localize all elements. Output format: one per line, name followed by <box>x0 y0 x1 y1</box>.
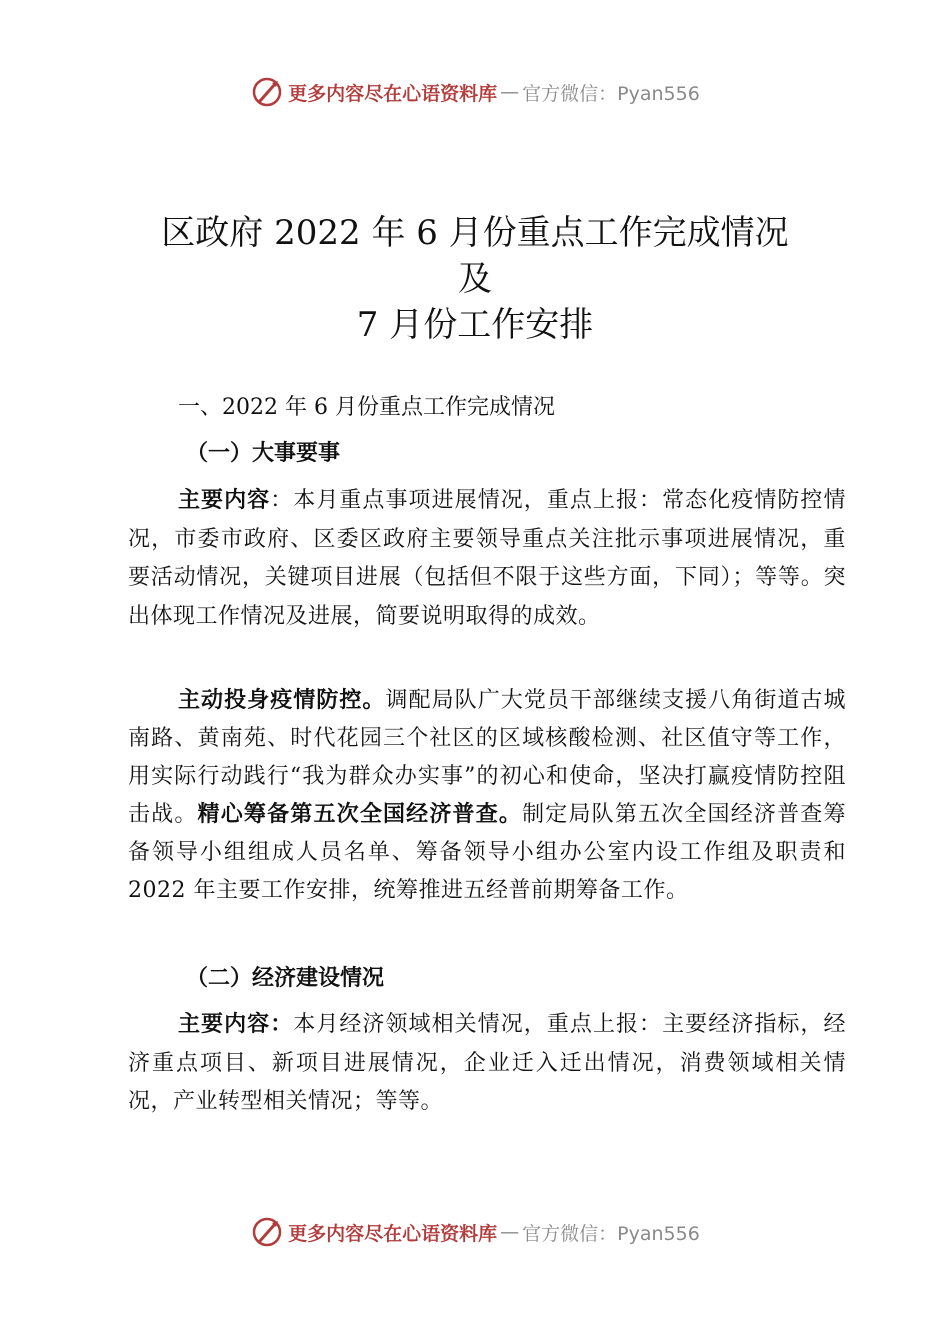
paragraph-main-content-1 <box>128 482 846 636</box>
watermark-wechat-text: 官方微信：Pyan556 <box>522 1222 700 1245</box>
section-heading: 一、2022 年 6 月份重点工作完成情况 <box>178 395 555 420</box>
title-line-2: 及 <box>458 259 492 299</box>
header-watermark <box>0 72 950 112</box>
main-content-text: ：本月重点事项进展情况，重点上报：常态化疫情防控情况，市委市政府、区委区政府主要领导重点关注批示事项进展情况，重要活动情况，关键项目进展（包括但不限于这些方面，下同）；等等。突出体现工作情况及进展，简要说明取得的成效。 <box>128 488 846 629</box>
main-content-text-2: 本月经济领域相关情况，重点上报：主要经济指标，经济重点项目、新项目进展情况，企业迁入迁出情况，消费领域相关情况，产业转型相关情况；等等。 <box>128 1012 846 1114</box>
watermark-site-text: 更多内容尽在心语资料库 <box>288 82 498 105</box>
watermark-dash: — <box>500 1221 520 1243</box>
lead-economic-census: 精心筹备第五次全国经济普查。 <box>197 802 523 827</box>
document-title <box>60 210 890 348</box>
pen-logo-icon <box>250 75 284 109</box>
subsection-heading-major-events: （一）大事要事 <box>186 441 341 466</box>
main-content-label: 主要内容 <box>178 488 271 513</box>
lead-epidemic-control: 主动投身疫情防控。 <box>178 688 386 713</box>
paragraph-main-content-2 <box>128 1006 846 1122</box>
text-epidemic-control: 调配局队广大党员干部继续支援八角街道古城南路、黄南苑、时代花园三个社区的区域核酸检测、社区值守等工作，用实际行动践行“我为群众办实事”的初心和使命，坚决打赢疫情防控阻击战。 <box>128 688 846 827</box>
text-economic-census: 制定局队第五次全国经济普查筹备领导小组组成人员名单、筹备领导小组办公室内设工作组及职责和 2022 年主要工作安排，统筹推进五经普前期筹备工作。 <box>128 802 846 903</box>
paragraph-epidemic-and-census <box>128 682 846 910</box>
watermark-wechat-text: 官方微信：Pyan556 <box>522 82 700 105</box>
title-line-1: 区政府 2022 年 6 月份重点工作完成情况 <box>161 213 789 253</box>
pen-logo-icon <box>250 1215 284 1249</box>
main-content-label-2: 主要内容： <box>178 1012 294 1037</box>
subsection-heading-economic: （二）经济建设情况 <box>186 966 385 991</box>
watermark-site-text: 更多内容尽在心语资料库 <box>288 1222 498 1245</box>
title-line-3: 7 月份工作安排 <box>356 305 594 345</box>
watermark-dash: — <box>500 81 520 103</box>
footer-watermark <box>0 1212 950 1252</box>
